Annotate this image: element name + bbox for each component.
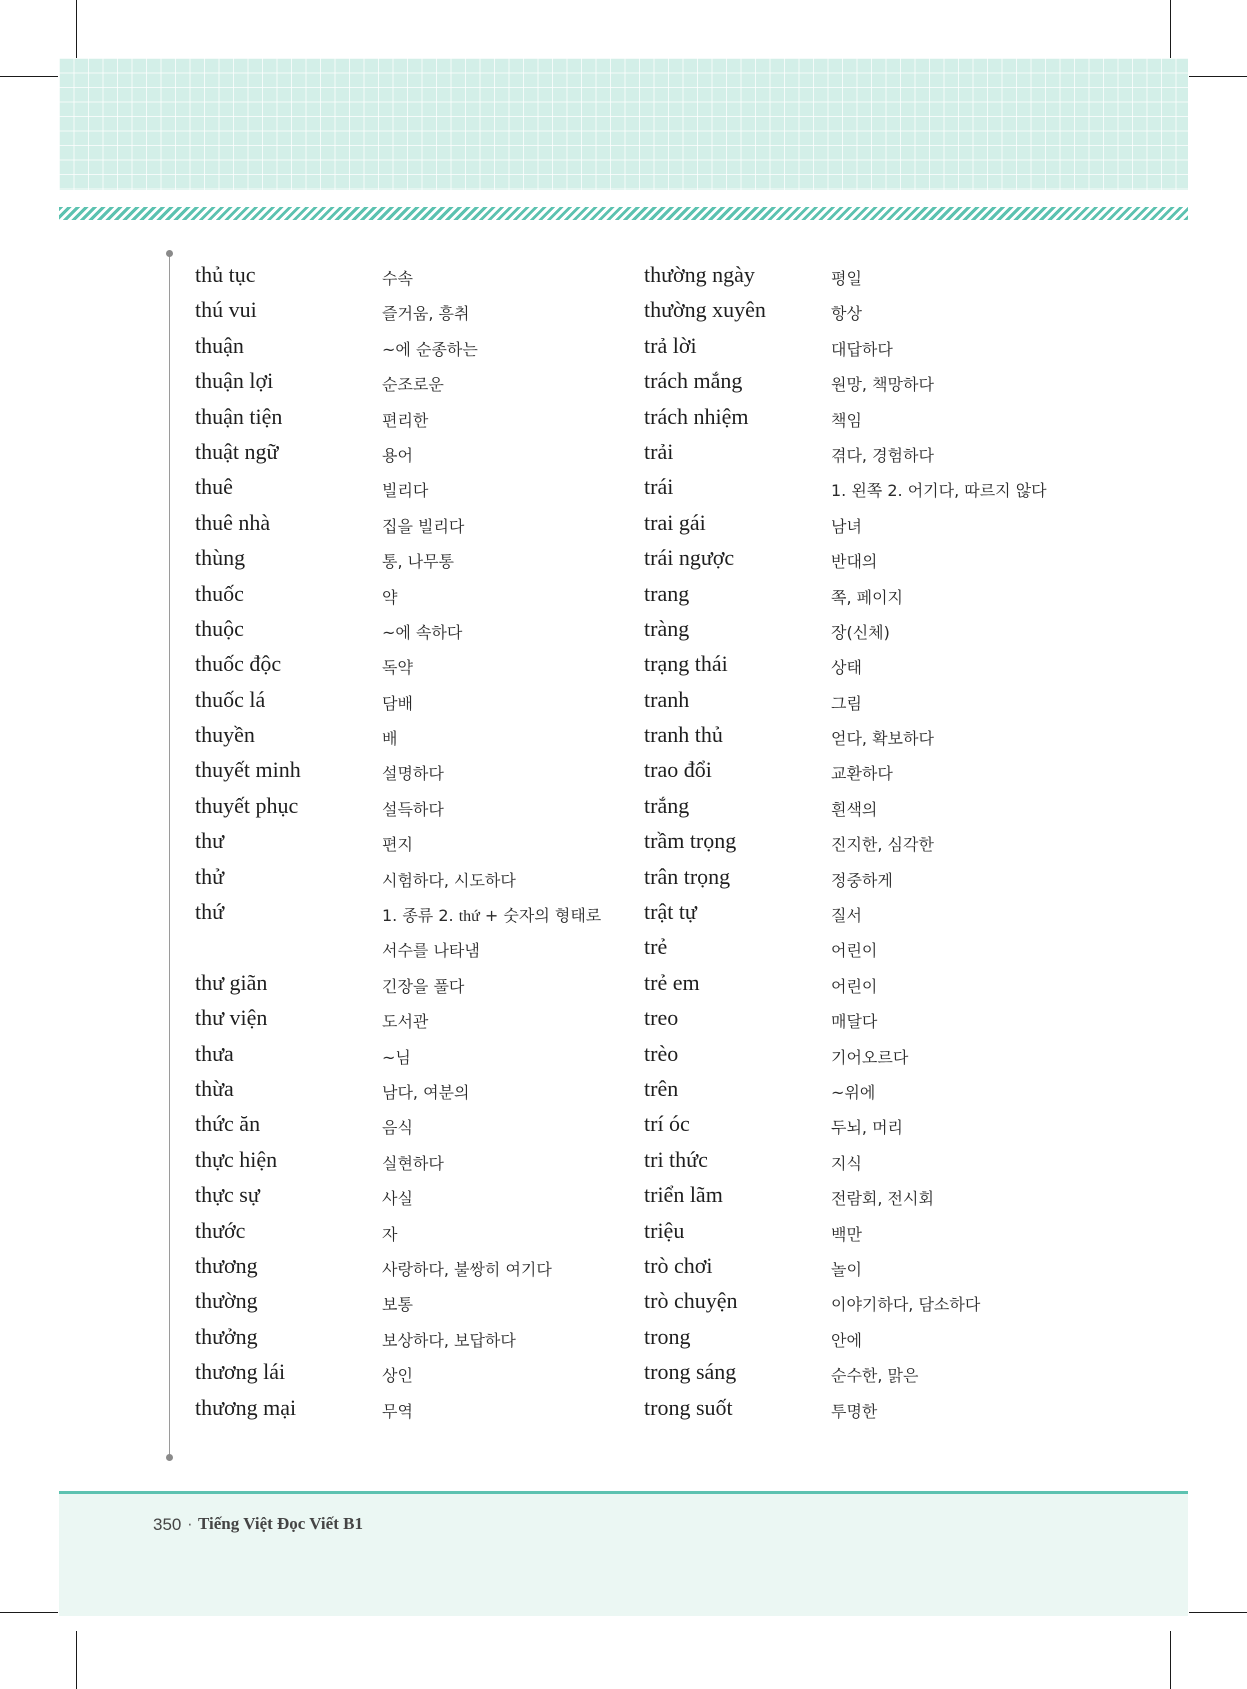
entry-meaning: 자 [382, 1224, 398, 1244]
entry-word: trí óc [644, 1111, 690, 1137]
entry-meaning: 독약 [382, 658, 413, 678]
entry-meaning: ~위에 [831, 1082, 876, 1102]
entry-meaning: 쪽, 페이지 [831, 587, 903, 607]
entry-meaning: 질서 [831, 906, 862, 926]
entry-word: thuyền [195, 722, 255, 748]
entry-word: thuận [195, 332, 244, 358]
page-number: 350 [153, 1515, 182, 1534]
entry-meaning: 약 [382, 587, 398, 607]
entry-meaning: 1. 왼쪽 2. 어기다, 따르지 않다 [831, 481, 1047, 501]
entry-meaning: 투명한 [831, 1401, 878, 1421]
entry-meaning: 배 [382, 729, 398, 749]
entry-word: triển lãm [644, 1182, 723, 1208]
entry-word: thực hiện [195, 1146, 278, 1172]
entry-meaning: 편리한 [382, 410, 429, 430]
content-guide-line [169, 252, 170, 1458]
entry-meaning: 매달다 [831, 1012, 878, 1032]
entry-word: trẻ em [644, 969, 700, 995]
entry-meaning: 도서관 [382, 1012, 429, 1032]
entry-word: trèo [644, 1040, 679, 1066]
entry-meaning: 어린이 [831, 941, 878, 961]
entry-word: tranh [644, 686, 690, 712]
entry-meaning: 지식 [831, 1153, 862, 1173]
entry-word: trò chuyện [644, 1288, 738, 1314]
entry-meaning: 안에 [831, 1330, 862, 1350]
entry-word: thương mại [195, 1394, 297, 1420]
entry-word: thú vui [195, 297, 257, 323]
entry-word: trái ngược [644, 545, 735, 571]
crop-mark [1189, 1612, 1247, 1613]
book-title: Tiếng Việt Đọc Viết B1 [198, 1514, 363, 1533]
entry-word: thùng [195, 545, 246, 571]
entry-meaning: 설득하다 [382, 799, 444, 819]
entry-meaning: 보상하다, 보답하다 [382, 1330, 516, 1350]
entry-meaning: 긴장을 풀다 [382, 976, 465, 996]
entry-meaning: 빌리다 [382, 481, 429, 501]
entry-word: thủ tục [195, 262, 256, 287]
entry-meaning: 수속 [382, 269, 413, 288]
entry-word: thuật ngữ [195, 438, 279, 464]
entry-word: trong sáng [644, 1359, 737, 1385]
entry-meaning: 기어오르다 [831, 1047, 909, 1067]
entry-word: thương lái [195, 1359, 286, 1385]
crop-mark [1170, 0, 1171, 58]
entry-word: thức ăn [195, 1111, 261, 1137]
entry-word: thuộc [195, 615, 244, 641]
entry-meaning: 상인 [382, 1366, 413, 1386]
entry-meaning: ~님 [382, 1047, 411, 1067]
entry-meaning: 순수한, 맑은 [831, 1366, 919, 1386]
entry-word: trắng [644, 792, 690, 818]
entry-word: trải [644, 438, 674, 464]
entry-word: thuốc lá [195, 686, 266, 712]
entry-meaning: 장(신체) [831, 622, 890, 642]
meaning-part: + 숫자의 형태로 [479, 906, 602, 926]
entry-meaning: 즐거움, 흥취 [382, 304, 470, 324]
entry-meaning: 책임 [831, 410, 862, 430]
entry-word: thường [195, 1288, 258, 1314]
entry-word: thử [195, 863, 225, 889]
entry-word: thuốc [195, 580, 244, 606]
entry-word: trao đổi [644, 757, 712, 783]
entry-meaning: 편지 [382, 835, 413, 855]
footer-separator: · [187, 1514, 193, 1533]
entry-word: thưa [195, 1040, 234, 1066]
entry-meaning: 그림 [831, 693, 862, 713]
entry-word: thường xuyên [644, 297, 766, 323]
entry-meaning: 용어 [382, 445, 413, 465]
entry-word: thước [195, 1217, 246, 1243]
entry-meaning: 남녀 [831, 516, 862, 536]
entry-word: thư [195, 828, 225, 854]
entry-word: thuê [195, 474, 233, 500]
entry-meaning: 사실 [382, 1189, 413, 1209]
entry-meaning: 겪다, 경험하다 [831, 445, 934, 465]
header-hatch-stripe [59, 207, 1188, 220]
entry-meaning: 이야기하다, 담소하다 [831, 1295, 981, 1315]
entry-word: treo [644, 1005, 679, 1031]
entry-word: trong [644, 1323, 691, 1349]
entry-meaning: 대답하다 [831, 339, 893, 359]
entry-meaning: 항상 [831, 304, 862, 324]
entry-meaning: 무역 [382, 1401, 413, 1421]
entry-word: thường ngày [644, 262, 755, 287]
entry-word: trái [644, 474, 674, 500]
entry-meaning: 순조로운 [382, 375, 444, 395]
entry-meaning: 교환하다 [831, 764, 893, 784]
entry-word: trai gái [644, 509, 706, 535]
crop-mark [1189, 76, 1247, 77]
entry-word: thư viện [195, 1005, 268, 1031]
entry-word: trên [644, 1075, 679, 1101]
footer-band [59, 1491, 1188, 1616]
entry-word: trả lời [644, 332, 697, 358]
entry-meaning: 어린이 [831, 976, 878, 996]
entry-word: trong suốt [644, 1394, 733, 1420]
entry-meaning: 남다, 여분의 [382, 1082, 470, 1102]
entry-word: trạng thái [644, 651, 728, 677]
entry-meaning: 담배 [382, 693, 413, 713]
entry-word: trật tự [644, 899, 697, 925]
entry-meaning: 원망, 책망하다 [831, 375, 934, 395]
entry-word: thư giãn [195, 969, 268, 995]
entry-word: thuyết phục [195, 792, 299, 818]
entry-meaning: 실현하다 [382, 1153, 444, 1173]
entry-word: thuốc độc [195, 651, 282, 677]
entry-word: thuận lợi [195, 368, 274, 394]
entry-word: thực sự [195, 1182, 260, 1208]
entry-meaning: 사랑하다, 불쌍히 여기다 [382, 1259, 552, 1279]
entry-word: trò chơi [644, 1252, 713, 1278]
entry-word: thuyết minh [195, 757, 301, 783]
crop-mark [0, 1612, 58, 1613]
entry-word: trách mắng [644, 368, 743, 394]
entry-word: trẻ [644, 934, 668, 960]
entry-word: trầm trọng [644, 828, 737, 854]
entry-word: trách nhiệm [644, 403, 749, 429]
entry-word: thừa [195, 1075, 234, 1101]
entry-word: tràng [644, 615, 690, 641]
guide-dot-bottom [166, 1454, 173, 1461]
entry-meaning: 통, 나무통 [382, 552, 454, 572]
entry-meaning: 놀이 [831, 1259, 862, 1279]
entry-word: thương [195, 1252, 258, 1278]
entry-meaning: 상태 [831, 658, 862, 678]
entry-meaning: 두뇌, 머리 [831, 1118, 903, 1138]
entry-meaning: 전람회, 전시회 [831, 1189, 934, 1209]
crop-mark [76, 0, 77, 58]
entry-word: trang [644, 580, 690, 606]
entry-meaning [382, 903, 601, 926]
entry-meaning: ~에 순종하는 [382, 339, 478, 359]
entry-meaning: 음식 [382, 1118, 413, 1138]
entry-meaning: 백만 [831, 1224, 862, 1244]
entry-meaning: 진지한, 심각한 [831, 835, 934, 855]
entry-meaning: 시험하다, 시도하다 [382, 870, 516, 890]
entry-meaning: 설명하다 [382, 764, 444, 784]
crop-mark [1170, 1631, 1171, 1689]
entry-word: thuê nhà [195, 509, 271, 535]
crop-mark [0, 76, 58, 77]
entry-word: trân trọng [644, 863, 731, 889]
entry-meaning: 얻다, 확보하다 [831, 729, 934, 749]
guide-dot-top [166, 250, 173, 257]
meaning-inline-word: thứ [458, 908, 480, 926]
entry-meaning: 정중하게 [831, 870, 893, 890]
entry-meaning: 집을 빌리다 [382, 516, 465, 536]
entry-word: tranh thủ [644, 722, 723, 748]
entry-word: triệu [644, 1217, 685, 1243]
entry-meaning: 평일 [831, 269, 862, 288]
entry-meaning: 흰색의 [831, 799, 878, 819]
entry-word: thứ [195, 899, 225, 925]
meaning-part: 1. 종류 2. [382, 906, 459, 926]
entry-meaning: 서수를 나타냄 [382, 941, 480, 961]
crop-mark [76, 1631, 77, 1689]
entry-meaning: 보통 [382, 1295, 413, 1315]
entry-word: tri thức [644, 1146, 708, 1172]
entry-word: thưởng [195, 1323, 258, 1349]
entry-word: thuận tiện [195, 403, 283, 429]
header-grid-band [59, 58, 1188, 190]
entry-meaning: 반대의 [831, 552, 878, 572]
entry-meaning: ~에 속하다 [382, 622, 463, 642]
